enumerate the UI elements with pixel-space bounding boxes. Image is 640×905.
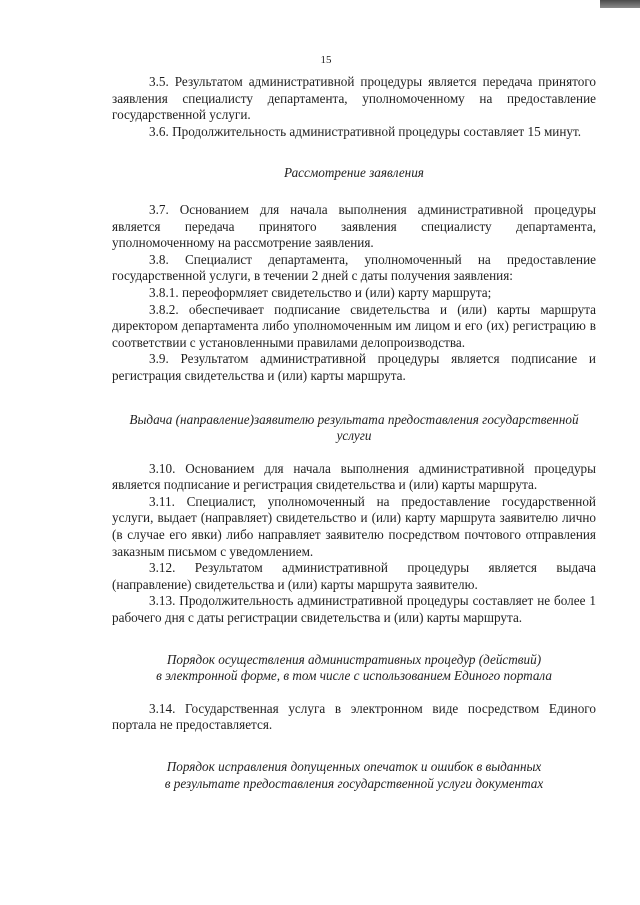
paragraph-3-6: 3.6. Продолжительность административной процедуры составляет 15 минут. — [149, 123, 582, 139]
section-heading-corrections — [112, 759, 596, 792]
scan-corner-mark — [600, 0, 640, 8]
paragraph-3-8: 3.8. Специалист департамента, уполномоченный на предоставление государственной услуги, в течении 2 дней с даты получения заявления: — [112, 251, 596, 284]
section-heading-corrections-line-1: Порядок исправления допущенных опечаток и ошибок в выданных — [166, 759, 542, 774]
section-heading-issuance: Выдача (направление)заявителю результата предоставления государственной услуги — [129, 411, 579, 444]
section-heading-review: Рассмотрение заявления — [284, 165, 424, 181]
section-heading-electronic-line-2: в электронной форме, в том числе с использованием Единого портала — [156, 668, 552, 684]
section-heading-corrections-line-2: в результате предоставления государственной услуги документах — [164, 775, 544, 791]
paragraph-3-14: 3.14. Государственная услуга в электронном виде посредством Единого портала не предоставляется. — [112, 700, 596, 733]
paragraph-3-11: 3.11. Специалист, уполномоченный на предоставление государственной услуги, выдает (направляет) свидетельство и (или) карту маршрута заявителю лично (в случае его явки) либо направляет заявителю посредством почтового отправления заказным письмом с уведомлением. — [112, 493, 596, 559]
paragraph-3-9: 3.9. Результатом административной процедуры является подписание и регистрация свидетельства и (или) карты маршрута. — [112, 351, 596, 383]
paragraph-3-7: 3.7. Основанием для начала выполнения административной процедуры является передача принятого заявления специалисту департамента, уполномоченному на рассмотрение заявления. — [112, 201, 596, 251]
paragraph-3-8-1: 3.8.1. переоформляет свидетельство и (или) карту маршрута; — [149, 284, 492, 300]
document-body — [112, 74, 596, 792]
page-number: 15 — [320, 54, 332, 66]
section-heading-electronic-line-1: Порядок осуществления административных процедур (действий) — [166, 651, 542, 667]
paragraph-3-10: 3.10. Основанием для начала выполнения административной процедуры является подписание и регистрация свидетельства и (или) карты маршрута. — [112, 460, 596, 493]
paragraph-3-13: 3.13. Продолжительность административной процедуры составляет не более 1 рабочего дня с даты регистрации свидетельства и (или) карты маршрута. — [112, 593, 596, 626]
section-heading-electronic — [112, 652, 596, 685]
paragraph-3-12: 3.12. Результатом административной процедуры является выдача (направление) свидетельства и (или) карты маршрута заявителю. — [112, 560, 596, 592]
paragraph-3-5: 3.5. Результатом административной процедуры является передача принятого заявления специалисту департамента, уполномоченному на предоставление государственной услуги. — [112, 74, 596, 123]
paragraph-3-8-2: 3.8.2. обеспечивает подписание свидетельства и (или) карты маршрута директором департамента либо уполномоченным им лицом и его (их) регистрацию в соответствии с установленными правилами делопроизводства. — [112, 301, 596, 350]
